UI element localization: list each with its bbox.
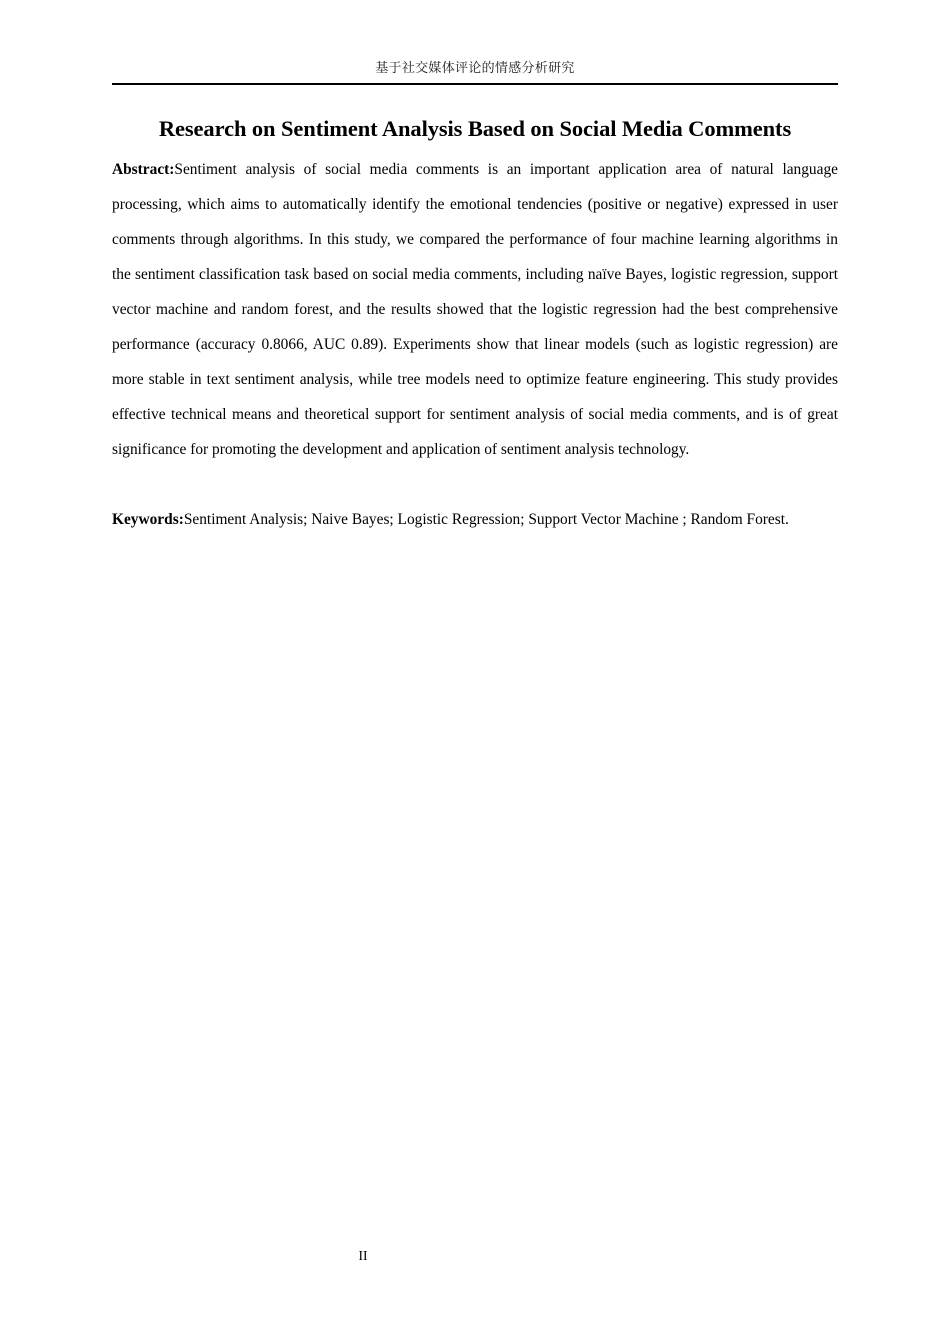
page-title: Research on Sentiment Analysis Based on Social Media Comments <box>158 116 792 141</box>
keywords-paragraph <box>112 502 838 537</box>
keywords-label: Keywords: <box>112 511 184 528</box>
abstract-label: Abstract: <box>112 161 175 178</box>
abstract-paragraph <box>112 152 838 467</box>
abstract-body-text: Sentiment analysis of social media comments is an important application area of natural language processing, which aims to automatically identify the emotional tendencies (positive or negative) expressed in user comments through algorithms. In this study, we compared the performance of four machine learning algorithms in the sentiment classification task based on social media comments, including naïve Bayes, logistic regression, support vector machine and random forest, and the results showed that the logistic regression had the best comprehensive performance (accuracy 0.8066, AUC 0.89). Experiments show that linear models (such as logistic regression) are more stable in text sentiment analysis, while tree models need to optimize feature engineering. This study provides effective technical means and theoretical support for sentiment analysis of social media comments, and is of great significance for promoting the development and application of sentiment analysis technology. <box>112 161 838 458</box>
running-header-title: 基于社交媒体评论的情感分析研究 <box>375 61 575 76</box>
document-content <box>112 111 838 552</box>
footer-page-number: II <box>358 1248 368 1263</box>
keywords-body-text: Sentiment Analysis; Naive Bayes; Logistic Regression; Support Vector Machine ; Random Forest. <box>183 511 789 528</box>
header-divider-rule <box>112 83 838 85</box>
running-header <box>112 60 838 85</box>
